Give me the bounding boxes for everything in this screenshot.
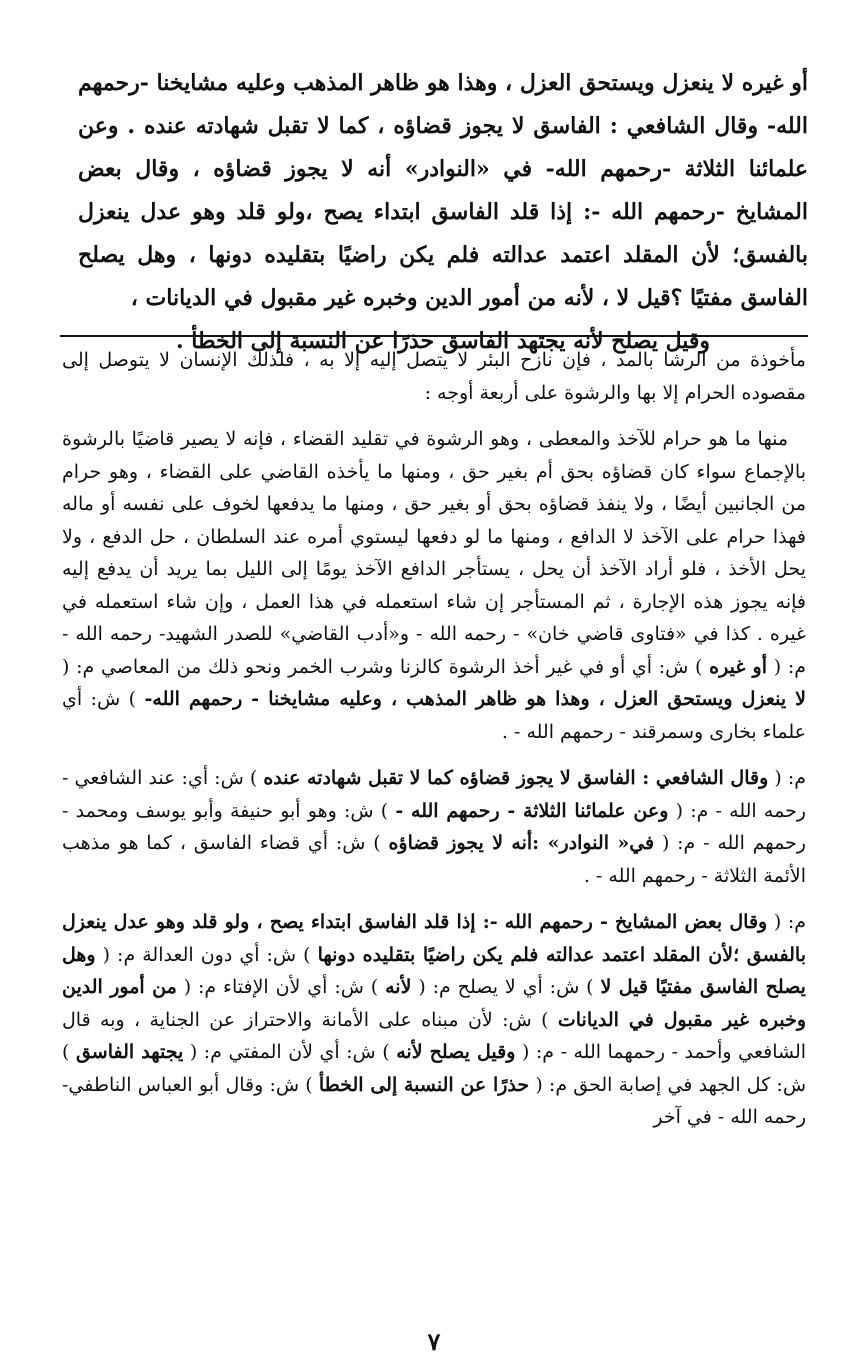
page-number: ٧ [427,1327,441,1356]
main-text-body: أو غيره لا ينعزل ويستحق العزل ، وهذا هو ظاهر المذهب وعليه مشايخنا -رحمهم الله- وقال الشافعي : الفاسق لا يجوز قضاؤه ، كما لا تقبل شهادته عنده . وعن علمائنا الثلاثة -رحمهم الله- في «النوادر» أنه لا يجوز قضاؤه ، وقال بعض المشايخ -رحمهم الله -: إذا قلد الفاسق ابتداء يصح ،ولو قلد وهو عدل ينعزل بالفسق؛ لأن المقلد اعتمد عدالته فلم يكن راضيًا بتقليده دونها ، وهل يصلح الفاسق مفتيًا ؟قيل لا ، لأنه من أمور الدين وخبره غير مقبول في الديانات ، [78,70,808,311]
matn-quote: وقال الشافعي : الفاسق لا يجوز قضاؤه كما لا تقبل شهادته عنده [263,767,769,789]
commentary-text: ) ش: وهو أبو حنيفة وأبو يوسف ومحمد - رحمهم الله - م: ( [62,799,806,854]
commentary-text: ) ش: أي لأن المفتي م: ( [189,1041,390,1063]
commentary-text: ) ش: وقال أبو العباس الناطفي- رحمه الله - في آخر [62,1073,806,1128]
matn-quote: أو غيره [709,655,768,678]
commentary-text: ) ش: أي: عند الشافعي - رحمه الله - م: ( [62,767,806,822]
commentary-text: ) ش: أي لأن الإفتاء م: ( [183,976,379,998]
commentary-text: م: ( [773,911,806,933]
matn-quote: يجتهد الفاسق [75,1041,184,1063]
commentary-text: ) ش: أي لا يصلح م: ( [418,976,594,998]
commentary-text: ) ش: أي أو في غير أخذ الرشوة كالزنا وشرب الخمر ونحو ذلك من المعاصي م: ( [62,655,703,678]
commentary-paragraph-2 [62,423,806,748]
matn-quote: وقيل يصلح لأنه [396,1041,516,1063]
matn-quote: لأنه [385,976,412,998]
separator-rule [60,335,808,337]
commentary-text: م: ( [774,767,807,789]
matn-quote: لا ينعزل ويستحق العزل ، وهذا هو ظاهر المذهب ، وعليه مشايخنا - رحمهم الله- [144,688,806,710]
matn-quote: وعن علمائنا الثلاثة - رحمهم الله - [395,799,669,822]
commentary-text: ) ش: لأن مبناه على الأمانة والاحتراز عن الجناية ، وبه قال الشافعي وأحمد - رحمهما الله - م: ( [62,1008,807,1063]
commentary-text: ) ش: أي قضاء الفاسق ، كما هو مذهب الأئمة الثلاثة - رحمهم الله - . [62,832,806,887]
matn-quote: في« النوادر» :أنه لا يجوز قضاؤه [388,832,655,854]
commentary-paragraph-1 [62,344,806,409]
commentary-text: ) ش: أي دون العدالة م: ( [102,943,311,966]
matn-quote: وقال بعض المشايخ - رحمهم الله -: إذا قلد الفاسق ابتداء يصح ، ولو قلد وهو عدل ينعزل بالفسق ؛لأن المقلد اعتمد عدالته فلم يكن راضيًا بتقليده دونها [62,911,807,966]
commentary-text: منها ما هو حرام للآخذ والمعطى ، وهو الرشوة في تقليد القضاء ، فإنه لا يصير قاضيًا بالرشوة بالإجماع سواء كان قضاؤه بحق أم بغير حق ، ومنها ما يأخذه القاضي على القضاء ، وهو حرام من الجانبين أيضًا ، ولا ينفذ قضاؤه بحق أو بغير حق ، ومنها ما يدفعها لخوف على نفسه أو ماله فهذا حرام على الآخذ لا الدافع ، ومنها ما لو دفعها ليستوي أمره عند السلطان ، حل الدفع ، ولا يحل الأخذ ، فلو أراد الآخذ أن يحل ، يستأجر الدافع الآخذ يومًا إلى الليل بما يريد أن يدفع إليه فإنه يجوز هذه الإجارة ، ثم المستأجر إن شاء استعمله في هذا العمل ، وإن شاء استعمله في غيره . كذا في «فتاوى قاضي خان» - رحمه الله - و«أدب القاضي» للصدر الشهيد- رحمه الله - م: ( [62,428,806,678]
commentary-text: مأخوذة من الرشا بالمد ، فإن نازح البئر لا يتصل إليه إلا به ، فلذلك الإنسان لا يتوصل إلى مقصوده الحرام إلا بها والرشوة على أربعة أوجه : [62,349,806,404]
commentary-text: ) ش: كل الجهد في إصابة الحق م: ( [62,1041,807,1096]
matn-quote: من أمور الدين وخبره غير مقبول في الديانات [62,976,806,1031]
commentary-paragraph-3 [62,762,806,892]
commentary-text: ) ش: أي علماء بخارى وسمرقند - رحمهم الله - . [62,688,806,743]
main-text-block [78,62,808,363]
main-text-last-line: وقيل يصلح لأنه يجتهد الفاسق حذرًا عن النسبة إلى الخطأ . [175,328,711,354]
matn-quote: حذرًا عن النسبة إلى الخطأ [318,1073,530,1096]
commentary-block [62,344,806,1148]
commentary-paragraph-4 [62,906,806,1134]
matn-quote: وهل يصلح الفاسق مفتيًا قيل لا [62,943,806,998]
